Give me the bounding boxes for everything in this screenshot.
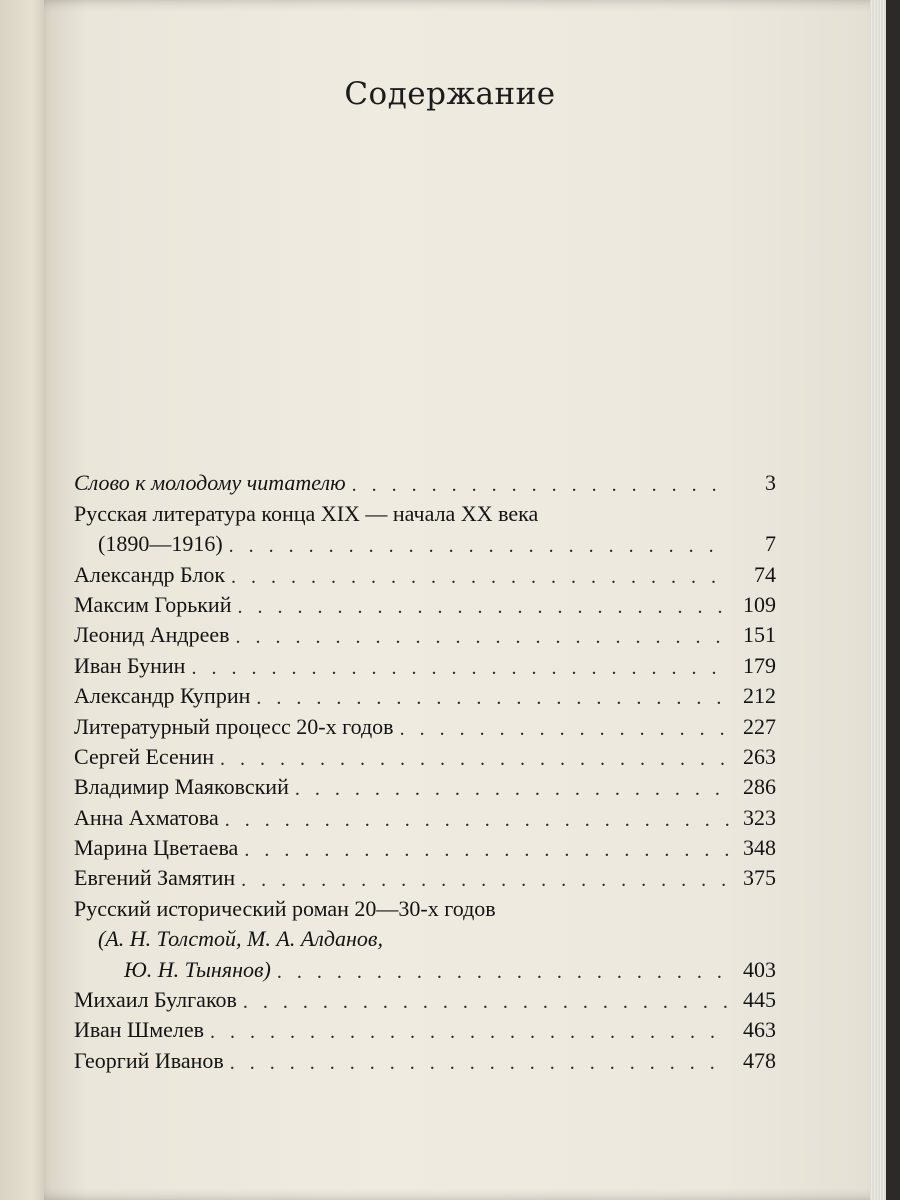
toc-entry-page: 286 <box>743 774 776 800</box>
toc-entry <box>74 618 776 648</box>
toc-entry <box>74 800 776 830</box>
toc-entry-page: 227 <box>743 713 776 739</box>
toc-entry-label: Русский исторический роман 20—30-х годов <box>74 895 496 921</box>
toc-entry-label: Иван Шмелев <box>74 1017 205 1043</box>
leader-dots <box>237 596 730 618</box>
toc-entry-label: Александр Куприн <box>74 683 251 709</box>
toc-entry <box>74 588 776 618</box>
toc-entry-label: Леонид Андреев <box>74 622 230 648</box>
toc-entry <box>74 1043 776 1073</box>
toc-entry-page: 7 <box>765 531 776 557</box>
toc-entry <box>74 861 776 891</box>
toc-entry-label: Максим Горький <box>74 591 232 617</box>
leader-dots <box>210 1021 730 1043</box>
toc-entry <box>74 770 776 800</box>
leader-dots <box>229 535 730 557</box>
toc-entry <box>74 527 776 557</box>
leader-dots <box>400 718 730 740</box>
toc-entry-page: 263 <box>743 743 776 769</box>
leader-dots <box>225 809 730 831</box>
leader-dots <box>277 961 730 983</box>
leader-dots <box>256 687 730 709</box>
leader-dots <box>230 1052 730 1074</box>
toc-entry-label: Литературный процесс 20-х годов <box>74 713 394 739</box>
leader-dots <box>220 748 730 770</box>
page-edges <box>870 0 886 1200</box>
toc-entry-page: 478 <box>743 1047 776 1073</box>
toc-entry-page: 109 <box>743 591 776 617</box>
toc-entry-label: Сергей Есенин <box>74 743 215 769</box>
toc-entry <box>74 557 776 587</box>
toc-entry <box>74 952 776 982</box>
toc-entry-page: 151 <box>743 622 776 648</box>
toc-entry-label: (1890—1916) <box>98 531 223 557</box>
leader-dots <box>191 657 730 679</box>
leader-dots <box>352 474 730 496</box>
toc-entry-label: Александр Блок <box>74 561 226 587</box>
leader-dots <box>244 839 730 861</box>
toc-entry-label: Анна Ахматова <box>74 804 219 830</box>
toc-entry <box>74 466 776 496</box>
toc-entry-page: 3 <box>765 470 776 496</box>
toc-entry-label: Русская литература конца XIX — начала XX века <box>74 500 539 526</box>
toc-entry-page: 375 <box>743 865 776 891</box>
table-of-contents <box>74 466 776 1074</box>
toc-entry <box>74 709 776 739</box>
toc-entry <box>74 891 776 921</box>
toc-entry <box>74 679 776 709</box>
toc-entry-page: 179 <box>743 652 776 678</box>
toc-entry-page: 403 <box>743 956 776 982</box>
toc-entry-label: Ю. Н. Тынянов) <box>124 956 271 982</box>
toc-entry-page: 74 <box>754 561 776 587</box>
toc-entry-page: 212 <box>743 683 776 709</box>
toc-entry <box>74 496 776 526</box>
toc-entry-page: 348 <box>743 835 776 861</box>
toc-entry-label: Иван Бунин <box>74 652 186 678</box>
leader-dots <box>241 869 730 891</box>
toc-entry-label: Михаил Булгаков <box>74 987 237 1013</box>
toc-entry <box>74 740 776 770</box>
leader-dots <box>243 991 730 1013</box>
toc-entry-label: Георгий Иванов <box>74 1047 224 1073</box>
toc-entry-label: Слово к молодому читателю <box>74 470 346 496</box>
toc-entry-page: 463 <box>743 1017 776 1043</box>
leader-dots <box>295 778 730 800</box>
toc-entry-label: Владимир Маяковский <box>74 774 289 800</box>
toc-entry-label: Марина Цветаева <box>74 835 239 861</box>
toc-entry <box>74 1013 776 1043</box>
toc-entry-label: Евгений Замятин <box>74 865 236 891</box>
toc-entry-label: (А. Н. Толстой, М. А. Алданов, <box>98 926 383 952</box>
toc-entry-page: 445 <box>743 987 776 1013</box>
toc-entry <box>74 983 776 1013</box>
page-title: Содержание <box>344 76 556 112</box>
toc-entry-page: 323 <box>743 804 776 830</box>
toc-entry <box>74 648 776 678</box>
toc-entry <box>74 831 776 861</box>
leader-dots <box>231 566 730 588</box>
toc-entry <box>74 922 776 952</box>
leader-dots <box>236 626 730 648</box>
